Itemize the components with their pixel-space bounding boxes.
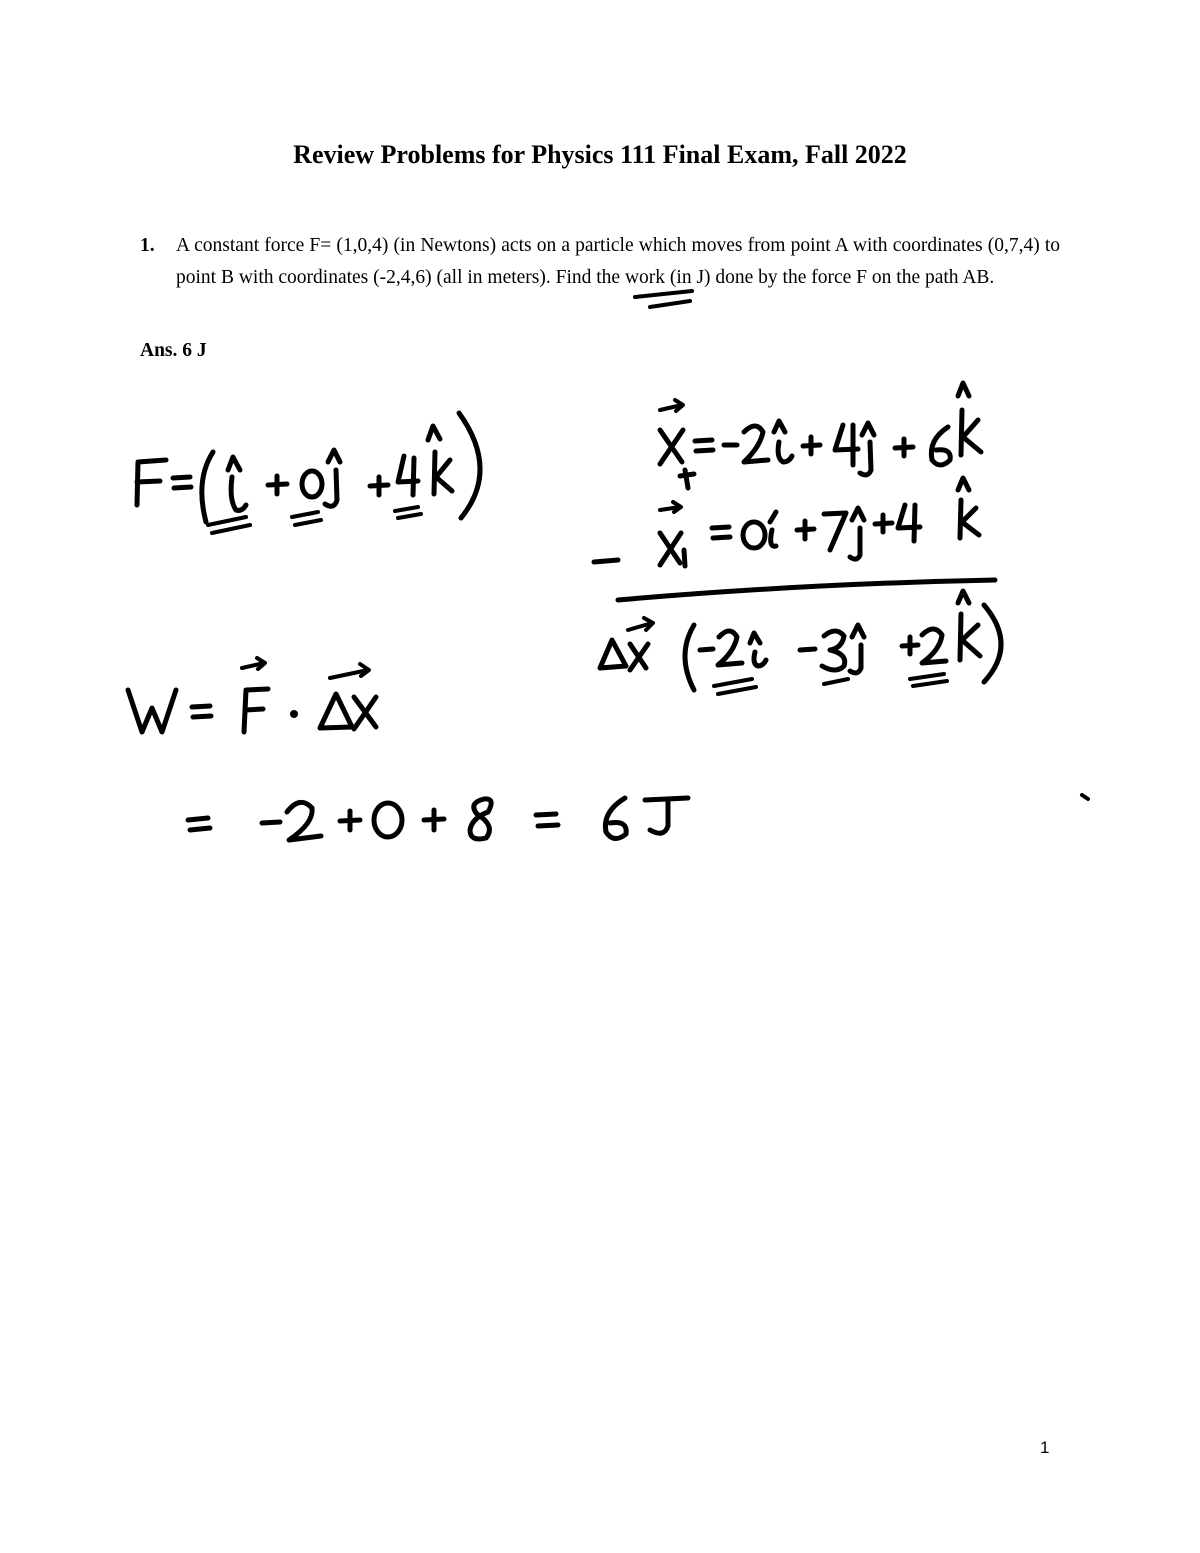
problem-1 xyxy=(140,230,1060,294)
stray-mark xyxy=(1082,795,1088,799)
page-title: Review Problems for Physics 111 Final Exam, Fall 2022 xyxy=(293,140,907,169)
work-definition-handwriting xyxy=(128,658,376,732)
final-position-handwriting xyxy=(660,383,981,488)
answer-line: Ans. 6 J xyxy=(140,340,207,361)
page-number: 1 xyxy=(1040,1438,1050,1457)
initial-position-handwriting xyxy=(594,478,979,566)
subtraction-line xyxy=(618,580,995,600)
problem-text: A constant force F= (1,0,4) (in Newtons) acts on a particle which moves from point A with coordinates (0,7,4) to point B with coordinates (-2,4,6) (all in meters). Find the work (in J) done by the force F on the path AB. xyxy=(176,235,1060,288)
work-result-handwriting xyxy=(188,798,688,840)
problem-number: 1. xyxy=(140,235,155,256)
force-vector-handwriting xyxy=(137,413,480,533)
displacement-handwriting xyxy=(600,591,1001,694)
